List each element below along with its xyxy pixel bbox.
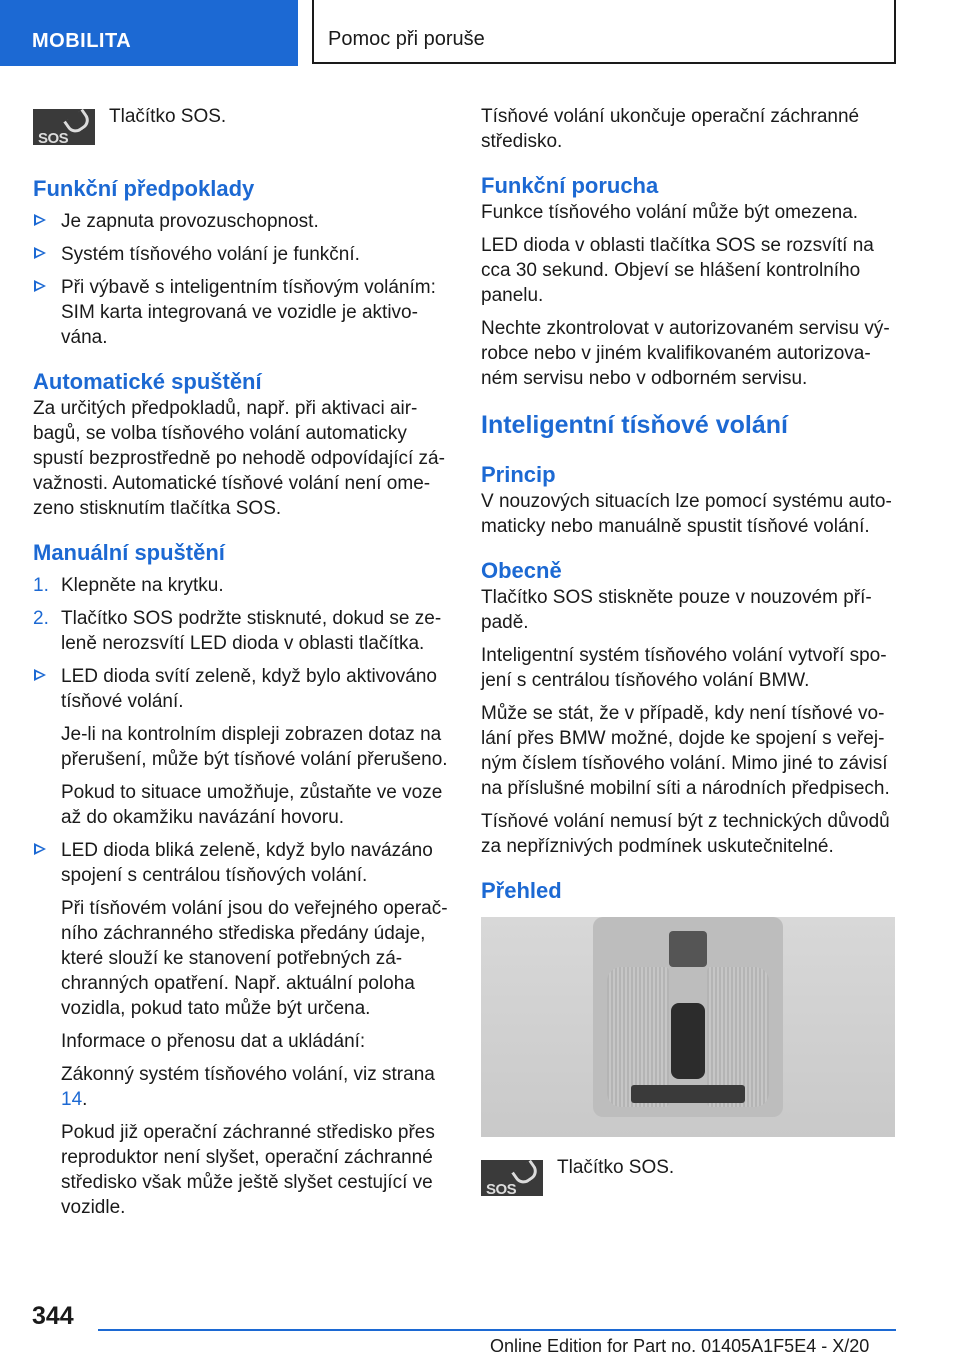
sos-figure (33, 104, 451, 145)
step-number: 1. (33, 575, 49, 596)
overhead-console-photo (481, 917, 895, 1137)
triangle-bullet-icon (34, 214, 46, 226)
list-item: Při výbavě s inteligentním tísňovým voláním: SIM karta integrovaná ve vozidle je aktivo-vána. (33, 275, 451, 350)
sos-caption: Tlačítko SOS. (109, 106, 227, 127)
control-bar (631, 1085, 745, 1103)
sensor-unit (669, 931, 707, 967)
left-column (33, 104, 451, 1238)
triangle-bullet-icon (34, 247, 46, 259)
right-column: Tísňové volání ukončuje operační záchranné středisko. Funkční porucha Funkce tísňového volání může být omezena. LED dioda v oblasti tlačítka SOS se rozsvítí na cca 30 sekund. Objeví se hlášení kontrolního panelu. Nechte zkontrolovat v autorizovaném servisu vý-robce nebo v jiném kvalifikovaném autorizova-ném servisu nebo v odborném servisu. Inteligentní tísňové volání Princip V nouzových situacích lze pomocí systému auto-maticky nebo manuálně spustit tísňové volání. Obecně Tlačítko SOS stiskněte pouze v nouzovém pří-padě. Inteligentní systém tísňového volání vytvoří spo-jení s centrálou tísňového volání BMW. Může se stát, že v případě, kdy není tísňové vo-lání přes BMW možné, dojde ke spojení s veřej-ným číslem tísňového volání. Mimo jiné to závisí na příslušné mobilní síti a národních předpisech. Tísňové volání nemusí být z technických důvodů za nepříznivých podmínek uskutečnitelné. Přehled SOS Tlačítko SOS. (481, 104, 895, 1196)
list-item: Je zapnuta provozuschopnost. (33, 209, 451, 234)
heading-prehled: Přehled (481, 878, 562, 903)
led-list (33, 664, 451, 1220)
sos-button-icon (33, 109, 95, 145)
steps-list (33, 573, 451, 656)
heading-inteligentni: Inteligentní tísňové volání (481, 411, 788, 439)
heading-predpoklady: Funkční předpoklady (33, 176, 255, 201)
step-number: 2. (33, 608, 49, 629)
intro-paragraph: Tísňové volání ukončuje operační záchranné středisko. (481, 106, 860, 152)
heading-manualni: Manuální spuštění (33, 540, 225, 565)
footer-divider (98, 1329, 896, 1331)
page-number: 344 (32, 1302, 74, 1330)
heading-obecne: Obecně (481, 558, 562, 583)
section-tab: Pomoc při poruše (312, 0, 896, 64)
sos-button-panel (671, 1003, 705, 1079)
sos-button-icon (481, 1160, 543, 1196)
heading-princip: Princip (481, 462, 556, 487)
sos-icon-label: SOS (486, 1181, 517, 1198)
list-item: LED dioda svítí zeleně, když bylo aktivováno tísňové volání. Je-li na kontrolním displeji zobrazen dotaz na přerušení, může být tísňové volání přerušeno. Pokud to situace umožňuje, zůstaňte ve voze až do okamžiku navázání hovoru. (33, 664, 451, 830)
triangle-bullet-icon (34, 280, 46, 292)
heading-automaticke: Automatické spuštění (33, 369, 262, 394)
list-item: LED dioda bliká zeleně, když bylo navázáno spojení s centrálou tísňových volání. Při tísňovém volání jsou do veřejného operač-ního záchranného střediska předány údaje, které slouží ke stanovení potřebných zá-chranných opatření. Např. aktuální poloha vozidla, pokud tato může být určena. Informace o přenosu dat a ukládání: Zákonný systém tísňového volání, viz strana 14. Pokud již operační záchranné středisko přes reproduktor není slyšet, operační záchranné středisko však může ještě slyšet cestující ve vozidle. (33, 838, 451, 1220)
heading-porucha: Funkční porucha (481, 173, 659, 198)
step-item: 1. Klepněte na krytku. (33, 575, 224, 596)
edition-note: Online Edition for Part no. 01405A1F5E4 - X/20 (490, 1336, 870, 1356)
step-item: 2. Tlačítko SOS podržte stisknuté, dokud se ze-leně nerozsvítí LED dioda v oblasti tlačítka. (33, 608, 442, 654)
sos-caption: Tlačítko SOS. (557, 1157, 675, 1178)
triangle-bullet-icon (34, 843, 46, 855)
sos-figure-bottom (481, 1155, 895, 1196)
chapter-tab: MOBILITA (0, 0, 298, 66)
list-item: Systém tísňového volání je funkční. (33, 242, 451, 267)
predpoklady-list (33, 209, 451, 350)
triangle-bullet-icon (34, 669, 46, 681)
sos-icon-label: SOS (38, 130, 69, 147)
auto-paragraph: Za určitých předpokladů, např. při aktivaci air-bagů, se volba tísňového volání automaticky spustí bezprostředně po nehodě odpovídající zá-važnosti. Automatické tísňové volání není ome-zeno stisknutím tlačítka SOS. (33, 398, 445, 519)
page-header (0, 0, 960, 66)
page-link[interactable]: 14 (61, 1089, 83, 1110)
